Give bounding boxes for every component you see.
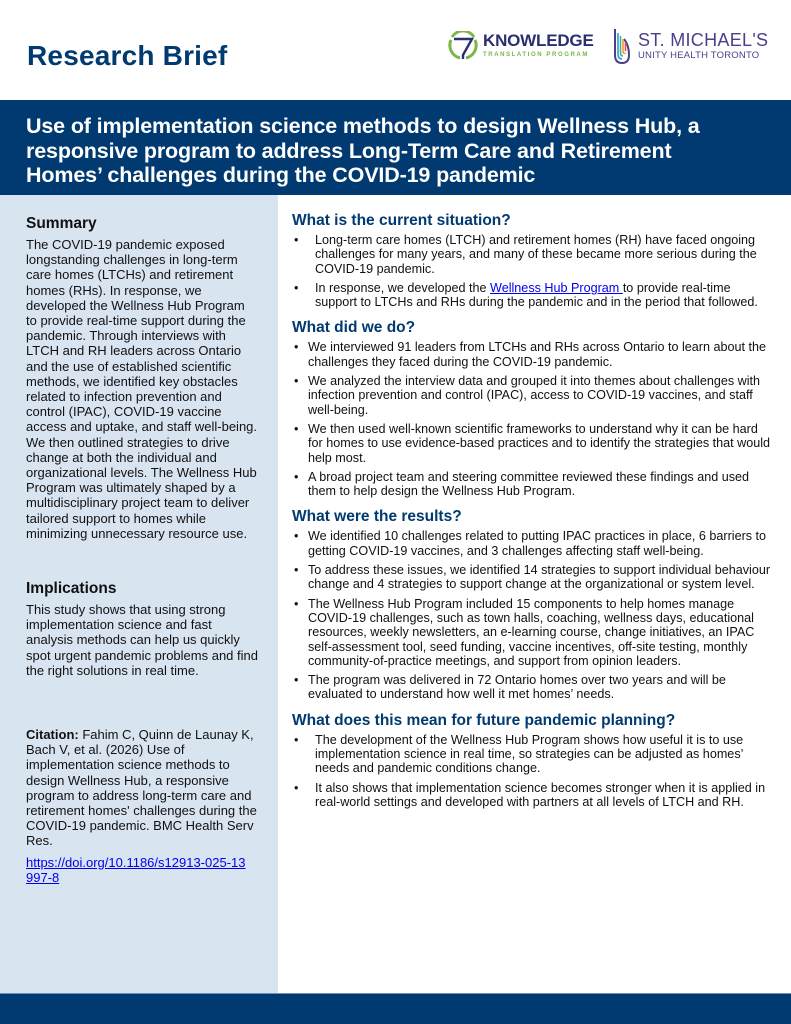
summary-heading: Summary <box>26 215 97 232</box>
list-item: • We identified 10 challenges related to putting IPAC practices in place, 6 barriers to getting COVID-19 vaccines, and 3 challenges affecting staff well-being. <box>294 529 767 558</box>
brief-main-title: Use of implementation science methods to design Wellness Hub, a responsive program to address Long-Term Care and Retirement Homes’ challenges during the COVID-19 pandemic <box>26 114 700 187</box>
current-situation-section <box>292 212 791 309</box>
main-content <box>278 195 791 993</box>
results-heading: What were the results? <box>292 508 462 526</box>
citation-text <box>26 727 258 849</box>
bullet-icon: • <box>294 780 299 795</box>
wellness-hub-program-link[interactable]: Wellness Hub Program <box>490 280 623 295</box>
implications-heading: Implications <box>26 580 117 597</box>
bullet-icon: • <box>294 563 299 578</box>
bullet-icon: • <box>294 233 299 247</box>
list-item: • We analyzed the interview data and grouped it into themes about challenges with infection prevention and control (IPAC), access to COVID-19 vaccines, and staff well-being. <box>294 374 761 417</box>
list-item: • Long-term care homes (LTCH) and retirement homes (RH) have faced ongoing challenges for many years, and many of these became more serious during the COVID-19 pandemic. <box>294 233 757 276</box>
footer-bar <box>0 993 791 1024</box>
current-situation-heading: What is the current situation? <box>292 212 511 229</box>
what-we-did-section <box>292 319 791 498</box>
bullet-icon: • <box>294 374 299 389</box>
summary-text: The COVID-19 pandemic exposed longstanding challenges in long-term care homes (LTCHs) and retirement homes (RHs). In response, we developed the Wellness Hub Program to provide real-time support during the pandemic. Through interviews with LTCH and RH leaders across Ontario and the use of established scientific methods, we identified key obstacles related to infection prevention and control (IPAC), COVID-19 vaccine access and uptake, and staff well-being. We then outlined strategies to drive change at both the individual and organizational levels. The Wellness Hub Program was ultimately shaped by a multidisciplinary project team to deliver tailored support to homes while minimizing unnecessary resource use. <box>26 237 258 541</box>
future-planning-section <box>292 712 791 809</box>
summary-section <box>26 215 278 541</box>
future-planning-heading: What does this mean for future pandemic planning? <box>292 711 676 729</box>
list-item: • It also shows that implementation science becomes stronger when it is applied in real-world settings and developed with partners at all levels of LTCH and RH. <box>294 780 766 809</box>
current-situation-list <box>292 233 791 309</box>
citation-body: Fahim C, Quinn de Launay K, Bach V, et al. (2026) Use of implementation science methods to design Wellness Hub, a responsive program to address long-term care and retirement homes' challenges during the COVID-19 pandemic. BMC Health Serv Res. <box>26 727 257 849</box>
doi-link[interactable]: https://doi.org/10.1186/s12913-025-13997-8 <box>26 854 246 885</box>
list-item: • The program was delivered in 72 Ontario homes over two years and will be evaluated to understand how well it met homes’ needs. <box>294 673 726 702</box>
ktp-triangle-icon <box>448 31 478 61</box>
bullet-icon: • <box>294 673 299 688</box>
st-michaels-logo <box>612 26 768 66</box>
future-planning-list <box>292 733 791 809</box>
results-list <box>292 529 791 701</box>
list-item: • A broad project team and steering committee reviewed these findings and used them to help design the Wellness Hub Program. <box>294 469 750 499</box>
citation-label: Citation: <box>26 727 79 742</box>
ktp-logo-sub: TRANSLATION PROGRAM <box>483 52 589 58</box>
research-brief-label: Research Brief <box>27 40 228 71</box>
smh-flame-icon <box>612 27 632 65</box>
bullet-icon: • <box>294 421 299 436</box>
what-we-did-heading: What did we do? <box>292 319 416 337</box>
bullet-icon: • <box>294 280 299 295</box>
implications-text: This study shows that using strong implementation science and fast analysis methods can help us quickly spot urgent pandemic problems and find the right solutions in real time. <box>26 602 258 678</box>
list-item: • The Wellness Hub Program included 15 components to help homes manage COVID-19 challenges, such as town halls, coaching, wellness days, educational resources, weekly newsletters, an e-learning course, change initiatives, an IPAC self-assessment tool, seed funding, vaccine incentives, off-site testing, monthly community-of-practice meetings, and support from opinion leaders. <box>294 596 755 668</box>
bullet-icon: • <box>294 340 299 355</box>
knowledge-translation-logo <box>448 28 594 64</box>
smh-logo-sub: UNITY HEALTH TORONTO <box>638 49 760 61</box>
ktp-logo-main: KNOWLEDGE <box>483 31 594 50</box>
bullet-icon: • <box>294 469 299 484</box>
bullet-icon: • <box>294 529 299 544</box>
list-item: • The development of the Wellness Hub Program shows how useful it is to use implementation science in real time, so strategies can be adjusted as homes’ needs and pandemic conditions change. <box>294 732 744 776</box>
list-item: • To address these issues, we identified 14 strategies to support individual behaviour change and 4 strategies to support change at the organizational or system level. <box>294 563 771 592</box>
list-item: • In response, we developed the Wellness Hub Program to provide real-time support to LTCHs and RHs during the pandemic and in the period that followed. <box>294 280 758 310</box>
implications-section <box>26 580 258 678</box>
page-header <box>0 0 791 100</box>
title-band <box>0 100 791 195</box>
sidebar <box>0 195 278 993</box>
citation-section <box>26 727 266 885</box>
list-item: • We interviewed 91 leaders from LTCHs and RHs across Ontario to learn about the challenges they faced during the COVID-19 pandemic. <box>294 340 767 369</box>
list-item: • We then used well-known scientific frameworks to understand why it can be hard for homes to use evidence-based practices and to identify the strategies that would help most. <box>294 421 771 465</box>
bullet-icon: • <box>294 732 299 747</box>
bullet-icon: • <box>294 596 299 611</box>
what-we-did-list <box>292 340 791 498</box>
results-section <box>292 508 791 701</box>
smh-logo-main: ST. MICHAEL'S <box>638 29 769 50</box>
